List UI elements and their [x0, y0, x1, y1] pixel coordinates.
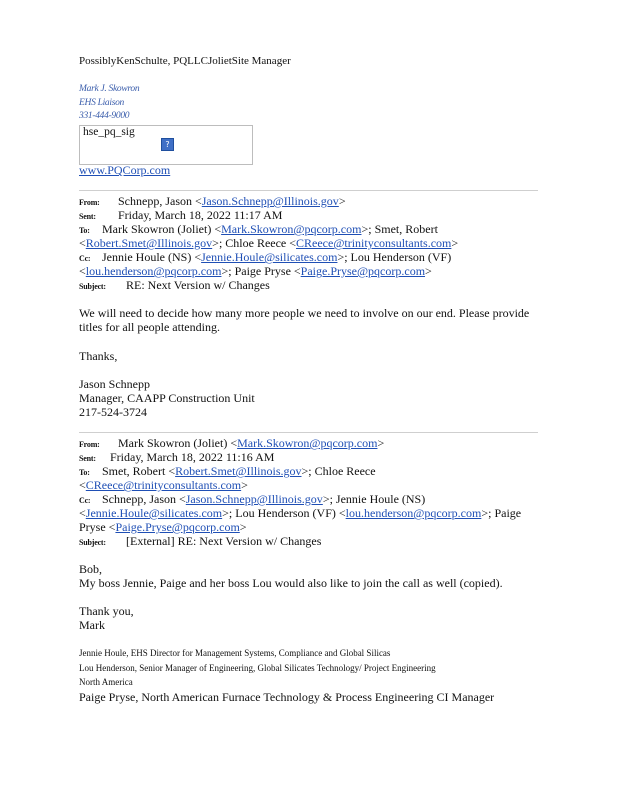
email1-cc-email-2[interactable]: lou.henderson@pqcorp.com — [85, 264, 222, 278]
email2-to-row-2: <CReece@trinityconsultants.com> — [79, 478, 248, 492]
email2-from-email[interactable]: Mark.Skowron@pqcorp.com — [237, 436, 378, 450]
email1-sig-title: Manager, CAAPP Construction Unit — [79, 391, 255, 405]
email1-to-email-2[interactable]: Robert.Smet@Illinois.gov — [85, 236, 213, 250]
email2-subject-row — [79, 534, 321, 549]
email1-cc-email-1[interactable]: Jennie.Houle@silicates.com — [201, 250, 338, 264]
sig-name: Mark J. Skowron — [79, 84, 140, 94]
website-link[interactable]: www.PQCorp.com — [79, 163, 171, 177]
email1-sent-row — [79, 208, 282, 223]
to-label: To: — [79, 226, 90, 235]
email2-from-row: From: Mark Skowron (Joliet) <Mark.Skowron@pqcorp.com> — [79, 436, 385, 450]
sig-top-text: PossiblyKenSchulte, PQLLCJolietSite Manager — [79, 55, 291, 67]
email2-sign: Mark — [79, 618, 105, 632]
email1-sig-phone: 217-524-3724 — [79, 405, 147, 419]
to-label: To: — [79, 468, 90, 477]
email1-to-row: To: Mark Skowron (Joliet) <Mark.Skowron@pqcorp.com>; Smet, Robert — [79, 222, 438, 236]
email2-sent-row: Sent: Friday, March 18, 2022 11:16 AM — [79, 450, 275, 464]
email1-thanks: Thanks, — [79, 349, 118, 363]
roster-line-4: Paige Pryse, North American Furnace Technology & Process Engineering CI Manager — [79, 690, 495, 704]
from-label: From: — [79, 440, 100, 449]
subject-label: Subject: — [79, 538, 106, 547]
email1-cc-email-3[interactable]: Paige.Pryse@pqcorp.com — [300, 264, 426, 278]
roster-line-2: Lou Henderson, Senior Manager of Engineering, Global Silicates Technology/ Project Engineering — [79, 663, 436, 673]
email2-cc-row: Cc: Schnepp, Jason <Jason.Schnepp@Illinois.gov>; Jennie Houle (NS) — [79, 492, 426, 506]
email2-cc-row-2: <Jennie.Houle@silicates.com>; Lou Henderson (VF) <lou.henderson@pqcorp.com>; Paige — [79, 506, 522, 520]
subject-label: Subject: — [79, 282, 106, 291]
email1-to-email-1[interactable]: Mark.Skowron@pqcorp.com — [221, 222, 362, 236]
email1-subject: RE: Next Version w/ Changes — [126, 278, 270, 292]
email2-to-row: To: Smet, Robert <Robert.Smet@Illinois.gov>; Chloe Reece — [79, 464, 376, 478]
email2-to-email-2[interactable]: CReece@trinityconsultants.com — [85, 478, 242, 492]
cc-label: Cc: — [79, 254, 91, 263]
email1-sig-name: Jason Schnepp — [79, 377, 150, 391]
roster-line-1: Jennie Houle, EHS Director for Management Systems, Compliance and Global Silicas — [79, 648, 391, 658]
email1-from-row: From: Schnepp, Jason <Jason.Schnepp@Illinois.gov> — [79, 194, 346, 208]
email1-from-name: Schnepp, Jason < — [118, 194, 202, 208]
email1-to-email-3[interactable]: CReece@trinityconsultants.com — [296, 236, 452, 250]
sent-label: Sent: — [79, 454, 96, 463]
email2-body: My boss Jennie, Paige and her boss Lou would also like to join the call as well (copied). — [79, 576, 503, 590]
email2-subject: [External] RE: Next Version w/ Changes — [126, 534, 322, 548]
sent-label: Sent: — [79, 212, 96, 221]
roster-line-3: North America — [79, 677, 133, 687]
email1-from-email[interactable]: Jason.Schnepp@Illinois.gov — [201, 194, 339, 208]
broken-image-icon: ? — [161, 138, 174, 151]
email2-cc-row-3: Pryse <Paige.Pryse@pqcorp.com> — [79, 520, 247, 534]
email1-cc-row-2: <lou.henderson@pqcorp.com>; Paige Pryse <Paige.Pryse@pqcorp.com> — [79, 264, 432, 278]
email2-to-email-1[interactable]: Robert.Smet@Illinois.gov — [175, 464, 302, 478]
email1-sent-value: Friday, March 18, 2022 11:17 AM — [118, 208, 283, 222]
email1-body-line1: We will need to decide how many more people we need to involve on our end. Please provide — [79, 306, 530, 320]
signature-image-placeholder — [79, 125, 253, 165]
email1-cc-row: Cc: Jennie Houle (NS) <Jennie.Houle@silicates.com>; Lou Henderson (VF) — [79, 250, 452, 264]
email2-greeting: Bob, — [79, 562, 103, 576]
email2-thanks: Thank you, — [79, 604, 134, 618]
from-label: From: — [79, 198, 100, 207]
signature-image-alt: hse_pq_sig — [83, 126, 135, 138]
email1-subject-row — [79, 278, 270, 293]
cc-label: Cc: — [79, 496, 91, 505]
email2-cc-email-1[interactable]: Jason.Schnepp@Illinois.gov — [185, 492, 323, 506]
sig-phone: 331-444-9000 — [79, 111, 130, 121]
divider — [79, 432, 538, 433]
divider — [79, 190, 538, 191]
email1-body-line2: titles for all people attending. — [79, 320, 220, 334]
email2-cc-email-2[interactable]: Jennie.Houle@silicates.com — [85, 506, 223, 520]
email2-cc-email-4[interactable]: Paige.Pryse@pqcorp.com — [115, 520, 240, 534]
email2-cc-email-3[interactable]: lou.henderson@pqcorp.com — [345, 506, 482, 520]
sig-title: EHS Liaison — [79, 98, 124, 108]
email1-to-row-2: <Robert.Smet@Illinois.gov>; Chloe Reece <CReece@trinityconsultants.com> — [79, 236, 459, 250]
